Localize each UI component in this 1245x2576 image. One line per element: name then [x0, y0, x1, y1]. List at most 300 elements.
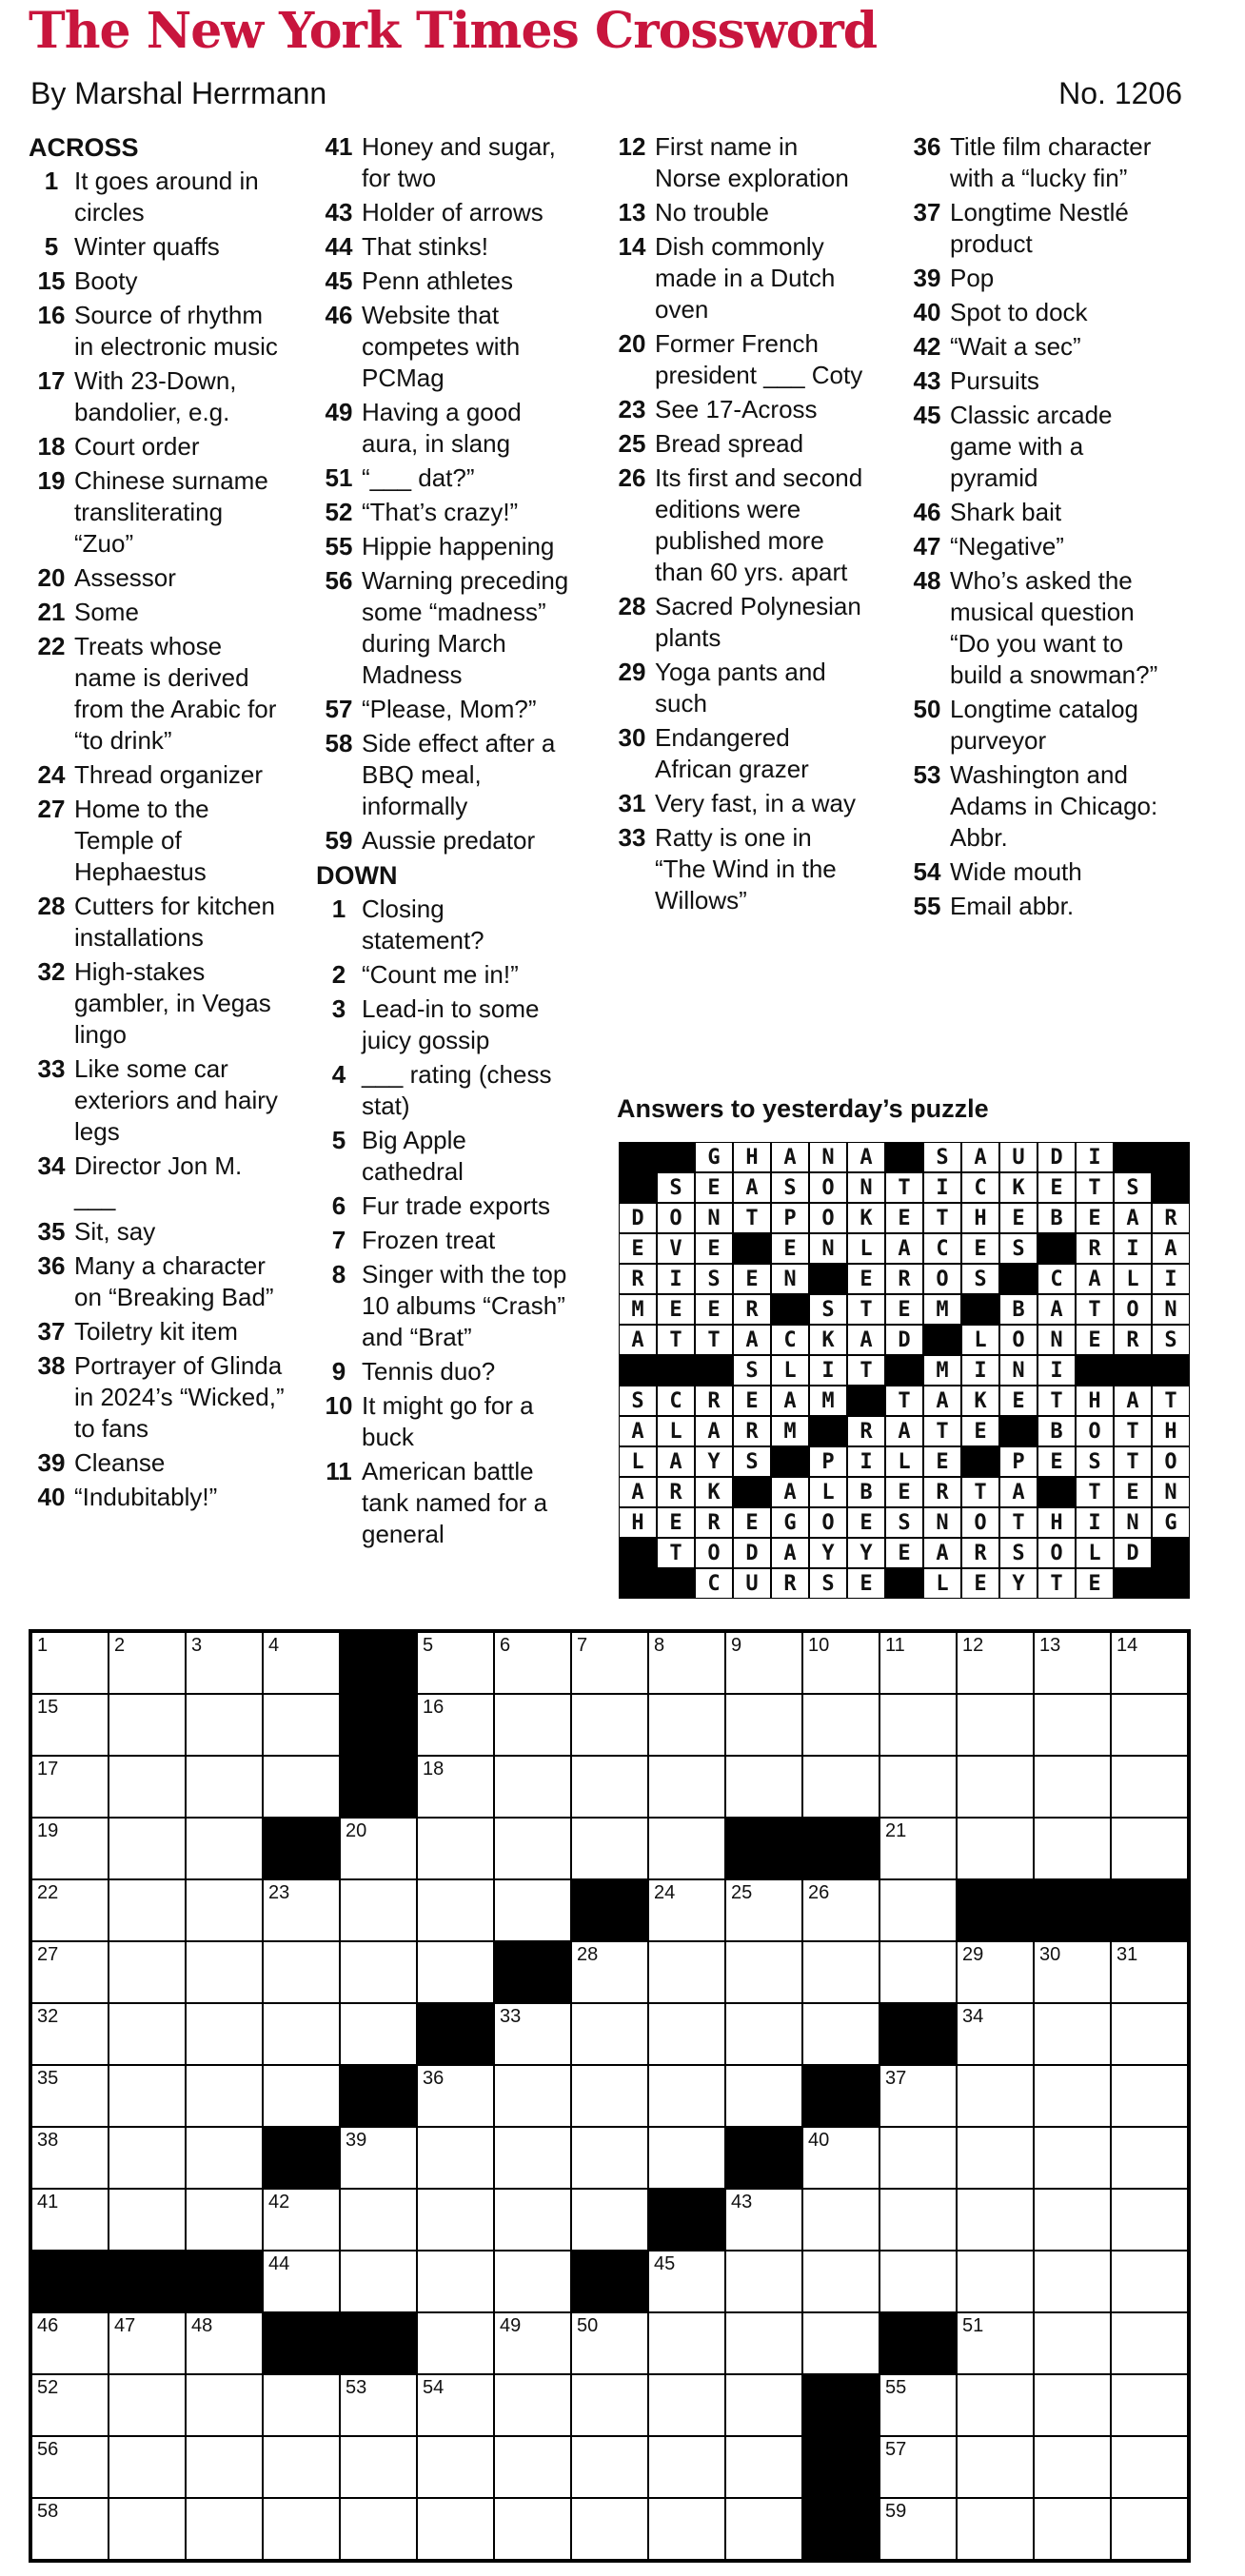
grid-cell[interactable]: [957, 2251, 1034, 2312]
grid-cell[interactable]: [417, 1818, 494, 1879]
grid-cell[interactable]: [263, 1632, 340, 1694]
answer-letter: I: [1076, 1507, 1114, 1538]
answer-letter: R: [923, 1477, 961, 1507]
grid-cell[interactable]: [879, 1879, 957, 1941]
grid-cell[interactable]: [109, 1632, 186, 1694]
grid-cell[interactable]: [879, 2065, 957, 2127]
grid-cell[interactable]: [571, 2436, 648, 2498]
grid-cell[interactable]: [725, 1632, 802, 1694]
grid-cell[interactable]: [109, 2374, 186, 2436]
grid-cell[interactable]: [957, 1632, 1034, 1694]
grid-cell[interactable]: [1034, 1941, 1111, 2003]
grid-cell[interactable]: [957, 1756, 1034, 1818]
grid-cell[interactable]: [263, 2436, 340, 2498]
answer-letter: C: [695, 1568, 733, 1599]
grid-cell[interactable]: [186, 2436, 263, 2498]
grid-cell[interactable]: [648, 1756, 725, 1818]
clue-number: 26: [618, 463, 646, 492]
clue-text: Cleanse: [74, 1448, 166, 1477]
grid-cell[interactable]: [648, 2436, 725, 2498]
clue-number: 35: [37, 1217, 66, 1246]
grid-cell[interactable]: [186, 1941, 263, 2003]
grid-cell[interactable]: [1034, 2065, 1111, 2127]
grid-cell[interactable]: [31, 1941, 109, 2003]
black-square: [648, 2189, 725, 2251]
grid-cell[interactable]: [725, 2065, 802, 2127]
clue-number: 2: [331, 960, 346, 989]
clue: [609, 428, 866, 460]
grid-cell[interactable]: [1034, 2003, 1111, 2065]
clue: [316, 497, 573, 528]
grid-cell[interactable]: [263, 1879, 340, 1941]
clue-number: 6: [331, 1191, 346, 1220]
grid-cell[interactable]: [879, 2498, 957, 2560]
answer-letter: E: [1038, 1446, 1076, 1477]
grid-cell[interactable]: [109, 2189, 186, 2251]
cell-number: 3: [191, 1635, 203, 1656]
grid-cell[interactable]: [571, 1632, 648, 1694]
grid-cell[interactable]: [494, 1879, 571, 1941]
answer-letter: Y: [695, 1446, 733, 1477]
grid-cell[interactable]: [648, 2251, 725, 2312]
answer-letter: S: [695, 1264, 733, 1294]
grid-cell[interactable]: [340, 2003, 417, 2065]
grid-cell[interactable]: [648, 1632, 725, 1694]
clue-number: 48: [913, 566, 941, 595]
grid-cell[interactable]: [725, 1879, 802, 1941]
clue-number: 33: [618, 823, 646, 852]
cell-number: 33: [500, 2006, 522, 2027]
clue-number: 28: [618, 592, 646, 620]
grid-cell[interactable]: [1111, 2065, 1188, 2127]
grid-cell[interactable]: [879, 1694, 957, 1756]
grid-cell[interactable]: [957, 2374, 1034, 2436]
grid-cell[interactable]: [340, 2374, 417, 2436]
answer-black-square: [619, 1538, 657, 1568]
clue-text: American battle tank named for a general: [362, 1457, 548, 1548]
answer-letter: A: [923, 1538, 961, 1568]
clue: [29, 1150, 286, 1213]
grid-cell[interactable]: [957, 1818, 1034, 1879]
grid-cell[interactable]: [879, 2127, 957, 2189]
grid-cell[interactable]: [879, 2436, 957, 2498]
grid-cell[interactable]: [417, 2312, 494, 2374]
grid-cell[interactable]: [879, 1818, 957, 1879]
grid-cell[interactable]: [31, 2189, 109, 2251]
grid-cell[interactable]: [1034, 2498, 1111, 2560]
answer-letter: C: [771, 1325, 809, 1355]
answer-letter: R: [619, 1264, 657, 1294]
clue-number: 1: [331, 895, 346, 923]
grid-cell[interactable]: [417, 2374, 494, 2436]
grid-cell[interactable]: [648, 1694, 725, 1756]
grid-cell[interactable]: [263, 1756, 340, 1818]
grid-cell[interactable]: [957, 1694, 1034, 1756]
grid-cell[interactable]: [340, 2436, 417, 2498]
grid-cell[interactable]: [879, 2374, 957, 2436]
grid-cell[interactable]: [31, 1756, 109, 1818]
grid-cell[interactable]: [571, 2312, 648, 2374]
cell-number: 13: [1039, 1635, 1061, 1656]
grid-cell[interactable]: [31, 1818, 109, 1879]
grid-cell[interactable]: [340, 2251, 417, 2312]
grid-cell[interactable]: [648, 2498, 725, 2560]
answer-black-square: [695, 1355, 733, 1386]
answer-letter: R: [695, 1507, 733, 1538]
grid-cell[interactable]: [879, 1632, 957, 1694]
answer-letter: R: [695, 1386, 733, 1416]
grid-cell[interactable]: [417, 2498, 494, 2560]
answer-letter: P: [809, 1446, 847, 1477]
clue-section-heading: DOWN: [316, 861, 398, 890]
grid-cell[interactable]: [1034, 1632, 1111, 1694]
grid-cell[interactable]: [957, 1941, 1034, 2003]
cell-number: 24: [654, 1882, 676, 1903]
grid-cell[interactable]: [186, 1879, 263, 1941]
grid-cell[interactable]: [109, 1818, 186, 1879]
clue-number: 55: [325, 532, 353, 560]
grid-cell[interactable]: [802, 2189, 879, 2251]
clue: [316, 1356, 573, 1387]
grid-cell[interactable]: [31, 1694, 109, 1756]
grid-cell[interactable]: [263, 2065, 340, 2127]
grid-cell[interactable]: [879, 1941, 957, 2003]
answer-letter: L: [1076, 1538, 1114, 1568]
grid-cell[interactable]: [494, 2251, 571, 2312]
grid-cell[interactable]: [31, 2065, 109, 2127]
answer-letter: A: [1114, 1386, 1152, 1416]
answer-letter: S: [1076, 1446, 1114, 1477]
clue-text: First name in Norse exploration: [655, 132, 849, 192]
grid-cell[interactable]: [417, 1694, 494, 1756]
grid-cell[interactable]: [31, 2312, 109, 2374]
grid-cell[interactable]: [648, 1879, 725, 1941]
grid-cell[interactable]: [186, 1756, 263, 1818]
grid-cell[interactable]: [31, 1632, 109, 1694]
clue: [29, 891, 286, 954]
clue-number: 47: [913, 532, 941, 560]
clue-text: With 23-Down, bandolier, e.g.: [74, 366, 237, 426]
clue: [904, 497, 1161, 528]
answer-letter: P: [999, 1446, 1038, 1477]
grid-cell[interactable]: [263, 2251, 340, 2312]
grid-cell[interactable]: [1111, 2312, 1188, 2374]
grid-cell[interactable]: [31, 2436, 109, 2498]
clue-number: 43: [913, 366, 941, 395]
grid-cell[interactable]: [494, 2498, 571, 2560]
grid-cell[interactable]: [571, 2065, 648, 2127]
grid-cell[interactable]: [571, 2003, 648, 2065]
grid-cell[interactable]: [571, 1941, 648, 2003]
clue-number: 37: [37, 1317, 66, 1346]
clue: [316, 694, 573, 725]
clue: [29, 465, 286, 560]
answer-letter: I: [1152, 1264, 1190, 1294]
grid-cell[interactable]: [263, 2003, 340, 2065]
answer-letter: E: [619, 1233, 657, 1264]
grid-cell[interactable]: [494, 2374, 571, 2436]
grid-cell[interactable]: [109, 2436, 186, 2498]
grid-cell[interactable]: [725, 2251, 802, 2312]
clue-number: 10: [325, 1391, 353, 1420]
grid-cell[interactable]: [417, 2436, 494, 2498]
grid-cell[interactable]: [186, 2498, 263, 2560]
grid-cell[interactable]: [1034, 1756, 1111, 1818]
clue-number: 46: [913, 498, 941, 526]
clue-text: Some: [74, 598, 139, 626]
grid-cell[interactable]: [109, 2127, 186, 2189]
clue: [904, 759, 1161, 854]
grid-cell[interactable]: [802, 1879, 879, 1941]
answer-letter: T: [999, 1507, 1038, 1538]
grid-cell[interactable]: [725, 1756, 802, 1818]
grid-cell[interactable]: [109, 2065, 186, 2127]
grid-cell[interactable]: [879, 2251, 957, 2312]
grid-cell[interactable]: [957, 2003, 1034, 2065]
grid-cell[interactable]: [31, 2374, 109, 2436]
grid-cell[interactable]: [186, 2065, 263, 2127]
puzzle-number: No. 1206: [1058, 76, 1182, 110]
answer-letter: D: [1038, 1142, 1076, 1172]
answer-black-square: [923, 1325, 961, 1355]
grid-cell[interactable]: [186, 1818, 263, 1879]
grid-cell[interactable]: [957, 2065, 1034, 2127]
grid-cell[interactable]: [109, 1941, 186, 2003]
grid-cell[interactable]: [725, 1694, 802, 1756]
grid-cell[interactable]: [725, 2436, 802, 2498]
grid-cell[interactable]: [1111, 1632, 1188, 1694]
answer-letter: S: [999, 1233, 1038, 1264]
grid-cell[interactable]: [494, 1756, 571, 1818]
grid-cell[interactable]: [494, 2189, 571, 2251]
answer-letter: T: [923, 1203, 961, 1233]
grid-cell[interactable]: [417, 1632, 494, 1694]
grid-cell[interactable]: [1111, 1694, 1188, 1756]
answer-letter: D: [885, 1325, 923, 1355]
grid-cell[interactable]: [340, 2127, 417, 2189]
grid-cell[interactable]: [571, 2498, 648, 2560]
cell-number: 55: [885, 2377, 907, 2398]
grid-cell[interactable]: [417, 2189, 494, 2251]
grid-cell[interactable]: [1111, 2498, 1188, 2560]
clue-text: Many a character on “Breaking Bad”: [74, 1251, 274, 1311]
clue-number: 5: [44, 232, 59, 261]
grid-cell[interactable]: [417, 1941, 494, 2003]
grid-cell[interactable]: [31, 1879, 109, 1941]
grid-cell[interactable]: [879, 1756, 957, 1818]
grid-cell[interactable]: [494, 1694, 571, 1756]
grid-cell[interactable]: [109, 2498, 186, 2560]
grid-cell[interactable]: [1111, 2127, 1188, 2189]
grid-cell[interactable]: [1034, 1694, 1111, 1756]
grid-cell[interactable]: [494, 1818, 571, 1879]
grid-cell[interactable]: [186, 1632, 263, 1694]
clue: [316, 1390, 573, 1453]
grid-cell[interactable]: [571, 2374, 648, 2436]
black-square: [263, 2127, 340, 2189]
grid-cell[interactable]: [494, 2065, 571, 2127]
grid-cell[interactable]: [494, 1632, 571, 1694]
clue-text: “That’s crazy!”: [362, 498, 519, 526]
grid-cell[interactable]: [109, 1694, 186, 1756]
grid-cell[interactable]: [186, 1694, 263, 1756]
grid-cell[interactable]: [340, 1818, 417, 1879]
answer-letter: N: [809, 1233, 847, 1264]
grid-cell[interactable]: [263, 2498, 340, 2560]
grid-cell[interactable]: [571, 1694, 648, 1756]
grid-cell[interactable]: [648, 1818, 725, 1879]
answer-black-square: [847, 1386, 885, 1416]
grid-cell[interactable]: [186, 2312, 263, 2374]
cell-number: 17: [37, 1759, 59, 1780]
grid-cell[interactable]: [1034, 2251, 1111, 2312]
grid-cell[interactable]: [417, 2127, 494, 2189]
grid-cell[interactable]: [571, 2189, 648, 2251]
clue: [904, 331, 1161, 363]
grid-cell[interactable]: [802, 2127, 879, 2189]
grid-cell[interactable]: [879, 2189, 957, 2251]
grid-cell[interactable]: [802, 1756, 879, 1818]
grid-cell[interactable]: [571, 1818, 648, 1879]
clue: [29, 231, 286, 263]
grid-cell[interactable]: [1111, 2189, 1188, 2251]
grid-cell[interactable]: [1034, 2374, 1111, 2436]
grid-cell[interactable]: [340, 2189, 417, 2251]
answer-letter: A: [1076, 1264, 1114, 1294]
clue-text: Court order: [74, 432, 200, 461]
clue: [609, 394, 866, 425]
grid-cell[interactable]: [186, 2189, 263, 2251]
black-square: [957, 1879, 1034, 1941]
grid-cell[interactable]: [957, 2127, 1034, 2189]
grid-cell[interactable]: [1034, 2189, 1111, 2251]
answer-letter: E: [923, 1446, 961, 1477]
grid-cell[interactable]: [186, 2003, 263, 2065]
grid-cell[interactable]: [648, 2127, 725, 2189]
clue: [29, 1216, 286, 1248]
grid-cell[interactable]: [571, 1756, 648, 1818]
answer-black-square: [809, 1264, 847, 1294]
grid-cell[interactable]: [802, 2003, 879, 2065]
grid-cell[interactable]: [494, 2436, 571, 2498]
grid-cell[interactable]: [340, 1941, 417, 2003]
answer-letter: T: [1076, 1172, 1114, 1203]
clue-number: 39: [37, 1448, 66, 1477]
grid-cell[interactable]: [571, 2127, 648, 2189]
answer-letter: G: [771, 1507, 809, 1538]
grid-cell[interactable]: [494, 2312, 571, 2374]
clue-text: “Negative”: [950, 532, 1064, 560]
grid-cell[interactable]: [648, 2374, 725, 2436]
grid-cell[interactable]: [263, 1941, 340, 2003]
grid-cell[interactable]: [648, 1941, 725, 2003]
answer-letter: M: [771, 1416, 809, 1446]
grid-cell[interactable]: [1034, 1818, 1111, 1879]
grid-cell[interactable]: [725, 2498, 802, 2560]
grid-cell[interactable]: [1111, 2436, 1188, 2498]
grid-cell[interactable]: [957, 2189, 1034, 2251]
answer-letter: T: [1076, 1477, 1114, 1507]
cell-number: 7: [577, 1635, 588, 1656]
grid-cell[interactable]: [340, 2498, 417, 2560]
grid-cell[interactable]: [1034, 2312, 1111, 2374]
grid-cell[interactable]: [648, 2003, 725, 2065]
black-square: [1034, 1879, 1111, 1941]
grid-cell[interactable]: [417, 1756, 494, 1818]
black-square: [340, 1756, 417, 1818]
grid-cell[interactable]: [31, 2498, 109, 2560]
clue-number: 28: [37, 892, 66, 920]
grid-cell[interactable]: [417, 2251, 494, 2312]
clue: [609, 131, 866, 194]
grid-cell[interactable]: [186, 2127, 263, 2189]
grid-cell[interactable]: [725, 2374, 802, 2436]
grid-cell[interactable]: [109, 1756, 186, 1818]
grid-cell[interactable]: [417, 2065, 494, 2127]
clue-number: 18: [37, 432, 66, 461]
grid-cell[interactable]: [1111, 2003, 1188, 2065]
grid-cell[interactable]: [725, 2003, 802, 2065]
cell-number: 57: [885, 2439, 907, 2460]
grid-cell[interactable]: [1111, 2251, 1188, 2312]
grid-cell[interactable]: [31, 2003, 109, 2065]
answer-letter: D: [733, 1538, 771, 1568]
grid-cell[interactable]: [1034, 2436, 1111, 2498]
grid-cell[interactable]: [109, 2003, 186, 2065]
grid-cell[interactable]: [802, 1632, 879, 1694]
grid-cell[interactable]: [31, 2127, 109, 2189]
answer-letter: N: [771, 1264, 809, 1294]
grid-cell[interactable]: [1111, 1756, 1188, 1818]
cell-number: 47: [114, 2315, 136, 2336]
grid-cell[interactable]: [957, 2436, 1034, 2498]
grid-cell[interactable]: [802, 1941, 879, 2003]
clue-number: 44: [325, 232, 353, 261]
grid-cell[interactable]: [802, 2251, 879, 2312]
clue: [316, 265, 573, 297]
grid-cell[interactable]: [494, 2003, 571, 2065]
grid-cell[interactable]: [725, 2312, 802, 2374]
grid-cell[interactable]: [263, 2189, 340, 2251]
grid-cell[interactable]: [1111, 1941, 1188, 2003]
grid-cell[interactable]: [340, 1879, 417, 1941]
grid-cell[interactable]: [957, 2498, 1034, 2560]
grid-cell[interactable]: [648, 2065, 725, 2127]
answer-letter: N: [923, 1507, 961, 1538]
grid-cell[interactable]: [494, 2127, 571, 2189]
grid-cell[interactable]: [725, 1941, 802, 2003]
grid-cell[interactable]: [263, 1694, 340, 1756]
answer-letter: O: [809, 1203, 847, 1233]
grid-cell[interactable]: [109, 2312, 186, 2374]
grid-cell[interactable]: [1111, 1818, 1188, 1879]
answer-letter: A: [847, 1325, 885, 1355]
grid-cell[interactable]: [957, 2312, 1034, 2374]
grid-cell[interactable]: [648, 2312, 725, 2374]
grid-cell[interactable]: [1111, 2374, 1188, 2436]
grid-cell[interactable]: [417, 1879, 494, 1941]
grid-cell[interactable]: [802, 1694, 879, 1756]
grid-cell[interactable]: [802, 2312, 879, 2374]
answer-letter: E: [1038, 1172, 1076, 1203]
answer-letter: S: [1114, 1172, 1152, 1203]
grid-cell[interactable]: [186, 2374, 263, 2436]
grid-cell[interactable]: [1034, 2127, 1111, 2189]
grid-cell[interactable]: [263, 2374, 340, 2436]
grid-cell[interactable]: [725, 2189, 802, 2251]
grid-cell[interactable]: [109, 1879, 186, 1941]
answer-letter: M: [619, 1294, 657, 1325]
